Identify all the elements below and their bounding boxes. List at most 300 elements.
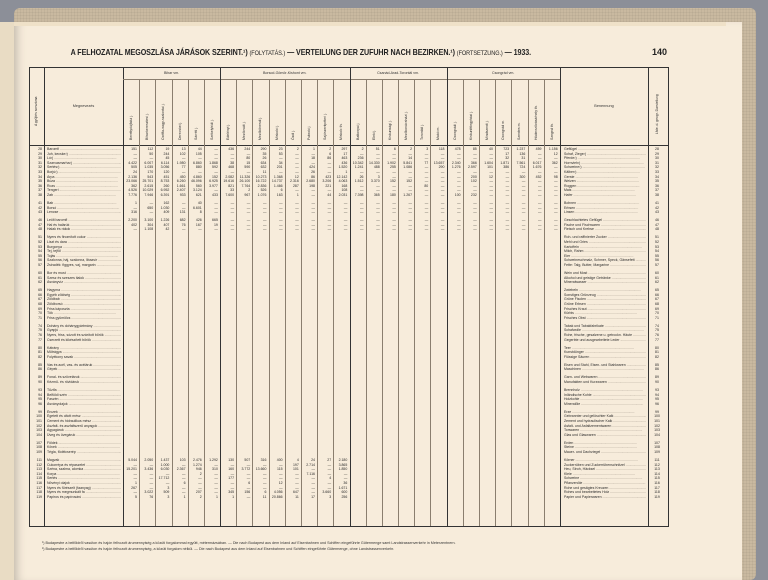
column-header [384,82,396,144]
column-header [400,82,412,144]
row-label-de: Fette: Talg, Butter, Margarine ..... [564,263,646,268]
cell-value: 7.600 [225,193,235,197]
cell-value: — [246,494,251,499]
row-number: 95 [38,397,42,402]
cell-value: 6.391 [160,193,170,197]
cell-value: — [457,156,461,161]
cell-value: — [554,165,558,170]
cell-value: 3.124 [192,188,202,193]
row-number-right: 104 [654,432,660,437]
cell-value: 255 [390,165,396,170]
cell-value: 1.871 [500,160,510,165]
cell-value: 6 [393,147,396,151]
column-header-label: Ózdi j. [290,130,295,140]
cell-value: — [424,188,429,193]
cell-value: 423 [325,174,332,179]
cell-value: — [343,210,348,215]
cell-value: — [230,210,235,215]
row-number-right: 41 [655,201,659,205]
row-number-right: 29 [655,151,659,156]
cell-value: — [489,188,493,193]
row-label-hu: Nyers, friss, sózott és szárított bőrök ..... [47,333,121,338]
cell-value: — [327,210,332,215]
column-header-label: Hódmezővásárhely th. [533,105,538,140]
row-number: 60 [38,271,42,275]
cell-value: 152 [212,174,218,179]
hu-header: Megnevezés [72,104,95,108]
cell-value: — [230,222,235,227]
cell-value: — [392,210,396,215]
cell-value: — [538,179,542,184]
cell-value: — [424,218,429,223]
cell-value: 11 [262,170,267,174]
cell-value: — [473,205,477,210]
row-number-right: 61 [655,275,659,280]
row-number: 68 [38,302,42,306]
cell-value: — [554,170,558,174]
row-number-right: 119 [654,494,660,499]
column-header [303,82,315,144]
row-label-de: Tonwaren ..... [564,428,646,433]
cell-value: — [440,151,445,156]
cell-value: 2 [248,188,251,193]
cell-value: — [295,227,299,232]
cell-value: — [440,183,445,188]
cell-value: 2.615 [144,183,154,188]
row-label-de: Papier und Papierwaren ..... [564,495,646,500]
cell-value: — [230,218,235,223]
cell-value: 19.616 [223,179,235,184]
cell-value: 31 [521,156,526,161]
cell-value: — [538,193,542,197]
row-number: 62 [38,280,42,285]
cell-value: 4 [329,476,332,481]
row-number-right: 53 [655,244,659,249]
cell-value: 1.274 [192,462,202,467]
cell-value: 6 [183,481,186,485]
cell-value: 297 [341,147,348,151]
cell-value: — [554,188,558,193]
cell-value: 11.326 [239,174,251,179]
cell-value: — [457,183,461,188]
row-label-de: Mineralwasser ..... [564,280,646,285]
row-number-right: 77 [655,337,659,342]
cell-value: — [505,218,510,223]
column-header-label: Mezőkovácsházi j. [404,111,409,140]
cell-value: — [489,205,493,210]
cell-value: — [376,151,380,156]
cell-value: 634 [260,160,267,165]
cell-value: — [149,481,154,485]
row-label-de: Holzkohle ..... [564,397,646,402]
row-label-hu: Tojás ..... [47,254,121,259]
de-header: Benennung [594,104,614,108]
title-year: — 1933. [504,47,531,57]
cell-value: 151 [131,147,137,151]
row-number: 53 [38,244,42,249]
cell-value: — [376,218,380,223]
column-header-label: Mindszenti j. [484,120,489,140]
cell-value: 366 [470,160,477,165]
row-label-de: Mauer- und Dachziegel ..... [564,450,646,455]
cell-value: — [327,462,332,467]
cell-value: — [182,205,186,210]
cell-value: — [505,179,510,184]
row-number-right: 51 [655,235,659,240]
row-label-de: Teer ..... [564,346,646,351]
row-number: 109 [36,450,42,454]
row-label-de: Asfalt- und Asfaltzementwaren ..... [564,424,646,429]
cell-value: 2 [199,494,202,499]
cell-value: — [457,201,461,205]
cell-value: — [424,165,429,170]
cell-value: — [311,222,315,227]
row-number: 51 [38,235,42,240]
row-label-de: Erze ..... [564,410,646,415]
row-number-right: 114 [654,471,660,476]
cell-value: — [457,188,461,193]
cell-value: — [505,183,510,188]
row-label-de: Milch, Rahm ..... [564,249,646,254]
cell-value: 1.276 [451,165,461,170]
row-number-right: 69 [655,306,659,311]
cell-value: — [262,485,267,490]
cell-value: 7.776 [128,193,137,197]
cell-value: 468 [228,165,235,170]
cell-value: — [149,201,154,205]
col-rule [382,79,383,526]
cell-value: — [262,481,267,485]
column-header-label: Miskolc th. [339,123,344,140]
col-rule [479,79,480,526]
cell-value: — [262,210,267,215]
col-rule [220,68,221,526]
row-number-right: 28 [655,147,659,151]
cell-value: 232 [470,193,477,197]
cell-value: 101 [487,165,493,170]
cell-value: — [554,201,558,205]
cell-value: — [521,170,526,174]
cell-value: — [295,165,299,170]
cell-value: — [376,201,380,205]
row-label-de: Mais ..... [564,188,646,193]
cell-value: — [214,485,218,490]
row-number: 112 [36,462,42,467]
column-header [513,82,525,144]
row-label-de: Hafer ..... [564,193,646,198]
cell-value: — [457,210,461,215]
cell-value: 4.526 [128,188,137,193]
row-label-hu: Hal és halárúk ..... [47,223,121,228]
cell-value: 600 [341,490,348,495]
cell-value: 35 [262,151,267,156]
cell-value: 3.772 [241,467,251,472]
column-header [432,82,444,144]
cell-value: — [214,147,218,151]
column-header [125,82,137,144]
cell-value: — [230,471,235,476]
row-label-hu: Belföldi szén ..... [47,393,121,398]
row-number: 118 [36,490,42,495]
cell-value: 1.086 [403,165,413,170]
cell-value: 77 [424,160,429,165]
cell-value: 4.056 [273,490,283,495]
cell-value: 3 [329,494,332,499]
row-label-de: Rohes und bearbeitetes Holz ..... [564,490,646,495]
cell-value: — [230,481,235,485]
cell-value: 310 [212,467,218,472]
row-number: 29 [38,151,42,156]
cell-value: — [424,156,429,161]
cell-value: 26 [262,156,267,161]
cell-value: 946 [195,467,202,472]
cell-value: 400 [276,458,283,462]
row-label-de: Zement und hydraulischer Kalk ..... [564,419,646,424]
row-label-de: Hornvieh²) ..... [564,161,646,166]
cell-value: — [473,201,477,205]
cell-value: — [230,205,235,210]
cell-value: 18 [311,156,315,161]
cell-value: 20.866 [271,494,283,499]
row-number: 99 [38,409,42,414]
row-number: 113 [36,467,42,472]
row-label-de: Alkohol und geistige Getränke ..... [564,276,646,281]
column-group-label: Csongrád vm. [492,71,515,75]
cell-value: 436 [341,160,348,165]
cell-value: — [246,170,251,174]
column-header-label: Eleki j. [371,129,376,140]
row-label-de: Pferde²) ..... [564,156,646,161]
cell-value: — [246,227,251,232]
cell-value: — [149,210,154,215]
cell-value: 6.114 [160,160,170,165]
row-label-de: Mineralöle ..... [564,402,646,407]
cell-value: 2.136 [128,174,137,179]
cell-value: — [392,218,396,223]
cell-value: — [311,481,315,485]
cell-value: — [408,151,413,156]
row-label-de: Steine ..... [564,445,646,450]
cell-value: 5.044 [128,458,137,462]
cell-value: — [376,227,380,232]
cell-value: 115 [277,467,283,472]
row-label-de: Glas und Glaswaren ..... [564,433,646,438]
row-label-de: Zwiebeln ..... [564,288,646,293]
row-number-right: 75 [655,328,659,333]
cell-value: 34 [278,160,283,165]
page-title [60,47,542,57]
cell-value: 880 [195,165,202,170]
cell-value: — [521,205,526,210]
cell-value: — [376,205,380,210]
cell-value: 26 [359,174,364,179]
cell-value: — [327,467,332,472]
cell-value: — [230,170,235,174]
row-label-hu: Nyers és fűrészelt (faanyag) ..... [47,486,121,491]
row-label-hu: Cukorrépa és répaszelet ..... [47,463,121,468]
cell-value: — [182,201,186,205]
cell-value: — [133,227,137,232]
cell-value: — [538,156,542,161]
column-header [352,82,364,144]
cell-value: — [327,485,332,490]
cell-value: 8 [199,210,202,215]
row-label-hu: Árpa ..... [47,175,121,180]
row-number-right: 33 [655,170,659,174]
column-header [238,82,250,144]
cell-value: 3 [426,147,429,151]
cell-value: 1.466 [273,183,283,188]
cell-value: — [440,174,445,179]
cell-value: — [295,201,299,205]
cell-value: 12 [553,151,558,156]
cell-value: 665 [212,218,218,223]
cell-value: 1.292 [209,458,218,462]
cell-value: — [473,156,477,161]
cell-value: — [473,218,477,223]
cell-value: 40 [197,201,202,205]
cell-value: 11 [262,494,267,499]
cell-value: 44 [327,193,332,197]
cell-value: 316 [131,210,137,215]
row-number-right: 113 [654,467,660,472]
row-number: 28 [38,147,42,151]
row-number: 100 [36,414,42,419]
cell-value: — [408,188,413,193]
cell-value: — [408,174,413,179]
row-number-right: 90 [655,380,659,384]
row-label-de: Schweine²) ..... [564,165,646,170]
cell-value: — [295,188,299,193]
cell-value: 120 [163,170,170,174]
cell-value: — [327,218,332,223]
cell-value: — [489,222,493,227]
cell-value: — [182,476,186,481]
cell-value: 197 [292,462,299,467]
cell-value: — [279,218,283,223]
cell-value: 4 [296,458,299,462]
cell-value: 433 [212,193,218,197]
column-header-label: Szeged th. [549,123,554,140]
cell-value: 256 [341,494,348,499]
cell-value: 2.180 [338,458,348,462]
cell-value: — [133,490,137,495]
cell-value: 1 [232,494,235,499]
page-number: 140 [652,47,668,57]
row-label-hu: Folyékony savak ..... [47,355,121,360]
cell-value: — [392,188,396,193]
column-group-label: Bihar vm. [163,71,180,75]
cell-value: — [505,227,510,232]
cell-value: — [198,156,202,161]
cell-value: 10.273 [255,174,267,179]
cell-value: — [327,222,332,227]
row-number-right: 82 [655,354,659,359]
row-number: 34 [38,174,42,179]
col-rule [236,79,237,526]
col-rule [139,79,140,526]
row-label-de: Inländische Kohle ..... [564,393,646,398]
column-header-label: Derecskei j. [177,121,182,140]
cell-value: 933 [179,193,186,197]
cell-value: 105 [195,151,202,156]
cell-value: — [295,218,299,223]
col-rule [366,79,367,526]
cell-value: 592 [212,165,218,170]
cell-value: 5 [135,494,137,499]
cell-value: — [343,471,348,476]
cell-value: — [230,485,235,490]
cell-value: — [538,183,542,188]
cell-value: — [149,485,154,490]
cell-value: — [246,462,251,467]
row-label-hu: Búza ..... [47,179,121,184]
row-label-de: Grüne Erbsen ..... [564,302,646,307]
cell-value: 2.082 [225,174,235,179]
row-number-right: 38 [655,193,659,197]
cell-value: — [262,476,267,481]
cell-value: — [538,218,542,223]
cell-value: 1.512 [354,179,364,184]
column-header-label: Putnoki j. [306,125,311,140]
row-label-de: Schweineschmalz, Schmer, Speck, Gänsefett ..... [564,258,646,263]
row-number: 111 [36,458,42,462]
column-header [157,82,169,144]
cell-value: 26.100 [239,179,251,184]
cell-value: — [214,151,218,156]
row-label-hu: Szarvasmarha²) ..... [47,161,121,166]
cell-value: 26 [311,170,315,174]
row-label-de: Rohe und gesägtes Kreuzen ..... [564,486,646,491]
row-number-right: 74 [655,323,659,328]
row-label-de: Pflanzenöle ..... [564,481,646,486]
row-label-hu: Cserzett és kikészített bőrök ..... [47,338,121,343]
cell-value: 1.368 [273,174,283,179]
row-label-hu: Zab ..... [47,193,121,198]
cell-value: — [311,188,315,193]
cell-value: — [246,222,251,227]
row-label-de: Schaf, Ziege²) ..... [564,152,646,157]
row-number-right: 35 [655,179,659,184]
col-rule [544,79,545,526]
cell-value: — [538,201,542,205]
cell-value: — [489,193,493,197]
row-number-right: 109 [654,450,660,454]
cell-value: — [457,205,461,210]
cell-value: 17 [505,151,510,156]
cell-value: — [198,227,202,232]
column-header-label: Csongrádi j. [452,121,457,140]
column-header-label: Sárréti j. [193,126,198,140]
row-label-hu: Tégla, födélcserép ..... [47,450,121,455]
column-header [141,82,153,144]
row-number: 31 [38,160,42,165]
cell-value: — [149,156,154,161]
row-number: 70 [38,311,42,316]
cell-value: 2 [329,147,332,151]
col-rule [317,79,318,526]
footnote-2: ²) Budapestre a belföldről vasúton és hajón felhozott árumennyiség, a közúti forgalom nélkül. — Die nach Budapest aus dem Inland auf Eisenbahnen und Schiffen eingeführte Gütermenge, ohne Landstrassenverkehr. [42,547,395,551]
cell-value: — [554,227,558,232]
cell-value: 23 [278,147,283,151]
row-number: 89 [38,375,42,380]
cell-value: 130 [228,458,235,462]
cell-value: 3.660 [322,490,332,495]
column-header [206,82,218,144]
row-number-right: 71 [655,315,659,320]
cell-value: 40 [489,147,493,151]
col-rule [350,68,351,526]
